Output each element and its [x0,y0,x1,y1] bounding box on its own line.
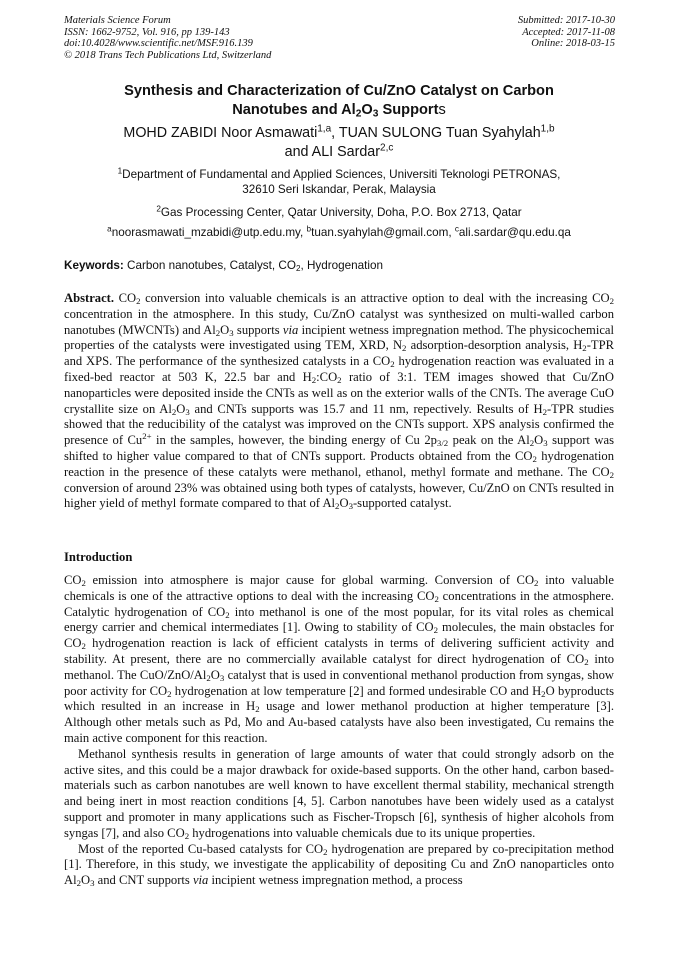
paragraph-text: O [339,496,349,511]
paragraph-text: hydrogenation are prepared by co-precipitation method [1]. Therefore, in this study, we investigate the applicability of depositing Cu and ZnO nanoparticles onto Al [64,841,614,888]
subscript: 2 [136,296,141,307]
subscript: 2 [335,501,340,512]
abstract-paragraph [64,291,614,512]
subscript: 2 [206,672,211,683]
subscript: 3 [219,672,225,683]
paragraph-text: -TPR studies showed that the reducibility of the catalyst was improved on the CNTs support. XPS analysis confirmed the presence of Cu [64,401,614,448]
paragraph-text: hydrogenation reaction was evaluated in a fixed-bed reactor at 503 K, 22.5 bar and H [64,354,614,384]
paragraph-text: supports [233,322,283,337]
paragraph-text: :CO [316,369,338,384]
email-sup: c [454,224,459,234]
title-line-2 [40,101,638,120]
author-sup: 1,b [540,123,555,135]
journal-copyright: © 2018 Trans Tech Publications Ltd, Switzerland [64,49,272,61]
email-sup: b [306,224,312,234]
affil-sup: 1 [117,166,123,176]
author-list [40,124,638,162]
author-sup: 2,c [380,142,394,154]
email-link[interactable]: noorasmawati_mzabidi@utp.edu.my, [111,226,307,239]
journal-header-right [518,15,615,50]
subscript: 3/2 [436,438,449,449]
subscript: 3 [229,327,234,338]
paragraph-text: into methanol is one of the most popular, for its vital roles as chemical energy carrier and chemical intermediates [1]. Owing to stability of CO [64,604,614,635]
subscript: 2 [323,846,328,857]
subscript: 2 [81,641,86,652]
affiliation-line [40,167,638,182]
paragraph-text: adsorption-desorption analysis, H [406,338,583,353]
subscript: 2 [609,296,614,307]
paragraph-text: concentrations in the atmosphere. Catalytic hydrogenation of CO [64,588,614,619]
affiliation-1 [40,167,638,197]
paragraph-text: usage and lower methanol production at higher temperature [3]. Although other metals such as Pd, Mo and Au-based catalysts have also been investigated, Cu remains the main active component for this reaction. [64,699,615,745]
journal-name: Materials Science Forum [64,15,171,26]
subscript: 2 [434,594,439,604]
author-sup: 1,a [317,123,332,135]
subscript: 3 [185,406,190,417]
submitted-date: Submitted: 2017-10-30 [517,15,615,26]
subscript: 2 [171,406,177,417]
subscript: 2 [529,438,535,449]
paragraph-text: concentration in the atmosphere. In this study, Cu/ZnO catalyst was synthesized on multi-walled carbon nanotubes (MWCNTs) and Al [64,306,614,337]
email-link[interactable]: tuan.syahylah@gmail.com, [311,226,455,239]
keywords-text: Carbon nanotubes, Catalyst, CO [123,259,296,272]
keywords-text: , Hydrogenation [300,259,383,272]
paragraph-text: molecules, the main obstacles for CO [64,620,614,651]
paragraph-text: and CNTs supports was 15.7 and 11 nm, repectively. Results of H [189,401,543,416]
paragraph-text: O byproducts which resulted in an increase in H [64,683,614,714]
affil-text: Gas Processing Center, Qatar University, Doha, P.O. Box 2713, Qatar [160,206,522,219]
paragraph-text: conversion into valuable chemicals is an attractive option to deal with the increasing CO [140,291,610,305]
authors-line-1 [40,124,638,143]
paragraph-text: hydrogenations into valuable chemicals due to its unique properties. [189,825,536,840]
subscript: 2 [584,657,589,668]
author-name: MOHD ZABIDI Noor Asmawati [123,125,318,141]
paragraph-text: CO [114,291,137,305]
subscript: 2 [609,469,614,480]
title-sub: 3 [372,108,379,120]
paragraph-text: -supported catalyst. [352,496,452,511]
paragraph-text: O [220,322,230,337]
paragraph-text: catalyst that is used in conventional methanol production from syngas, show poor activity for CO [64,667,614,698]
paragraph-text: -TPR and XPS. The performance of the synthesized catalysts in a CO [64,338,614,369]
subscript: 3 [543,438,548,449]
paragraph-text: CO [64,573,82,587]
title-text: s [438,101,446,118]
keywords-label: Keywords: [64,259,124,272]
author-name: and ALI Sardar [284,144,381,160]
email-link[interactable]: ali.sardar@qu.edu.qa [458,226,571,239]
subscript: 2 [337,375,342,386]
title-line-1: Synthesis and Characterization of Cu/ZnO Catalyst on Carbon [124,83,554,99]
subscript: 2 [225,609,230,620]
online-date: Online: 2018-03-15 [531,38,615,50]
journal-issn: ISSN: 1662-9752, Vol. 916, pp 139-143 [64,26,230,38]
paragraph-text: Most of the reported Cu-based catalysts for CO [78,841,324,856]
paragraph-text: conversion of around 23% was obtained using both types of catalysts, however, Cu/ZnO on CNTs resulted in higher yield of methyl formate compared to that of Al [64,480,614,511]
author-sep: , [331,125,339,141]
italic-text: via [282,322,299,337]
subscript: 2 [402,343,407,354]
paragraph-text: and CNT supports [94,873,193,888]
keywords [64,258,624,273]
italic-text: via [192,873,209,888]
keywords-sub: 2 [295,264,301,274]
intro-paragraph [64,747,614,842]
paragraph-text: hydrogenation at low temperature [2] and formed undesirable CO and H [171,683,542,698]
paragraph-text: O [176,401,186,416]
intro-paragraph [64,573,614,747]
paragraph-text: hydrogenation reaction in the presence of these catalyts were methanol, ethanol, methyl formate and methane. The CO [64,448,614,479]
subscript: 2 [542,406,547,417]
subscript: 2 [541,688,546,699]
paper-title [40,82,638,119]
affil-text: Department of Fundamental and Applied Sciences, Universiti Teknologi PETRONAS, [122,168,561,181]
paragraph-text: ratio of 3:1. TEM images showed that Cu/ZnO nanoparticles were deposited inside the CNTs as well as on the exterior walls of the CNTs. The average CuO crystallite size on Al [64,369,614,416]
paragraph-text: O [81,873,91,888]
paragraph-text: emission into atmosphere is major cause for global warming. Conversion of CO [85,573,535,587]
accepted-date: Accepted: 2017-11-08 [522,26,615,38]
superscript: 2+ [142,431,152,442]
title-text: O [361,101,373,118]
paragraph-text: peak on the Al [448,433,530,448]
affiliation-2 [40,205,638,220]
paragraph-text: O [534,433,544,448]
subscript: 3 [348,501,353,512]
abstract-label: Abstract. [64,291,115,305]
subscript: 2 [390,359,395,370]
paragraph-text: in the samples, however, the binding energy of Cu 2p [151,433,437,448]
paragraph-text: support was shifted to higher value compared to that of CNTs support. Products obtained from the CO [64,433,614,463]
paragraph-text: into methanol. The CuO/ZnO/Al [64,651,614,682]
paragraph-text: into valuable chemicals is one of the attractive options to deal with the increasing CO [64,573,615,603]
paragraph-text: hydrogenation reaction is lack of efficient catalysts in terms of delivering sufficient activity and stability. At present, there are no commercially available catalyst for direct hydrogenation of CO [64,636,614,666]
intro-paragraph [64,842,614,889]
abstract [64,291,614,512]
journal-header-left [64,15,271,61]
subscript: 2 [532,454,537,465]
paragraph-text: O [210,667,220,682]
paragraph-text: Methanol synthesis results in generation of large amounts of water that could strongly adsorb on the active sites, and this could be a major drawback for oxide-based supports. On the other hand, carbon based-materials such as carbon nanotubes are well known to have excellent thermal stability, mechanical strength and being inert in most reaction conditions [4, 5]. Carbon nanotubes have been widely used as a catalyst support and promoter in many applications such as Fischer-Tropsch [6], synthesis of higher alcohols from syngas [7], and also CO [64,746,614,840]
subscript: 2 [167,688,172,699]
title-text: Support [378,101,439,118]
affil-sup: 2 [156,204,161,214]
subscript: 2 [582,343,587,354]
affil-text: 32610 Seri Iskandar, Perak, Malaysia [242,183,436,196]
subscript: 2 [184,830,190,841]
author-name: TUAN SULONG Tuan Syahylah [338,125,541,141]
title-text: Nanotubes and Al [232,101,356,118]
subscript: 3 [90,878,95,889]
section-heading: Introduction [64,550,133,564]
title-sub: 2 [355,108,362,120]
subscript: 2 [215,327,221,338]
subscript: 2 [81,578,86,589]
authors-line-2 [40,143,638,162]
subscript: 2 [433,625,438,636]
journal-doi: doi:10.4028/www.scientific.net/MSF.916.139 [64,38,253,50]
paragraph-text: incipient wetness impregnation method. The physicochemical properties of the catalysts were investigated using TEM, XRD, N [64,322,614,353]
email-sup: a [107,224,112,234]
subscript: 2 [255,704,260,715]
introduction [64,573,614,889]
subscript: 2 [311,375,317,386]
subscript: 2 [534,578,539,589]
paragraph-text: incipient wetness impregnation method, a process [208,873,463,888]
subscript: 2 [76,878,81,889]
author-emails [40,225,638,240]
